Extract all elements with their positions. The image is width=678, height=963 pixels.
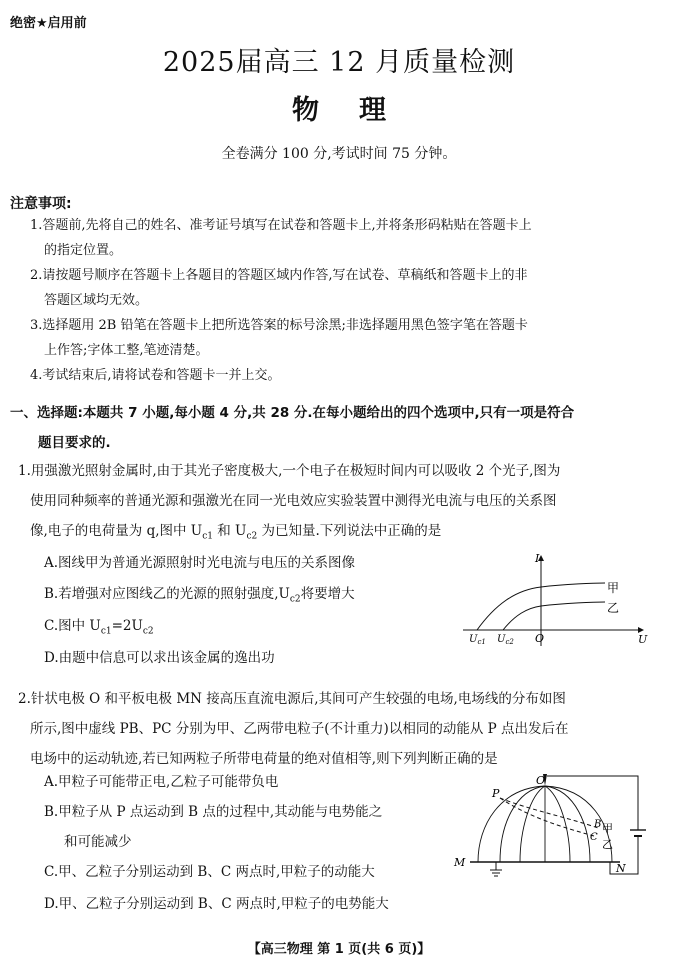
circuit-wire [547, 776, 638, 830]
stem-line: 2.针状电极 O 和平板电极 MN 接高压直流电源后,其间可产生较强的电场,电场线的分布如图 [18, 691, 566, 707]
notice-line: 答题区域均无效。 [44, 293, 149, 308]
secret-label: 绝密★启用前 [10, 16, 87, 31]
label-o: O [536, 774, 546, 787]
notice-line: 2.请按题号顺序在答题卡上各题目的答题区域内作答,写在试卷、草稿纸和答题卡上的非 [30, 268, 528, 283]
q2-option-b: B.甲粒子从 P 点运动到 B 点的过程中,其动能与电势能之 [44, 804, 383, 820]
stem-line: 使用同种频率的普通光源和强激光在同一光电效应实验装置中测得光电流与电压的关系图 [30, 493, 557, 509]
stem-line: 所示,图中虚线 PB、PC 分别为甲、乙两带电粒子(不计重力)以相同的动能从 P 点出发后在 [30, 721, 569, 737]
q2-option-c: C.甲、乙粒子分别运动到 B、C 两点时,甲粒子的动能大 [44, 864, 375, 880]
q2-option-b-cont: 和可能减少 [64, 834, 132, 850]
question-1-stem [18, 456, 658, 552]
curve-yi [503, 602, 605, 630]
uc1-label: $U_{c1}$ [469, 634, 486, 646]
stem-line: 电场中的运动轨迹,若已知两粒子所带电荷量的绝对值相等,则下列判断正确的是 [30, 751, 498, 767]
label-jia: 甲 [602, 822, 613, 835]
notice-line: 4.考试结束后,请将试卷和答题卡一并上交。 [30, 368, 281, 383]
notice-heading: 注意事项: [10, 196, 72, 212]
section-line: 题目要求的. [38, 435, 111, 451]
label-c: C [590, 832, 598, 843]
origin-label: O [535, 632, 545, 645]
q1-iv-graph [455, 550, 655, 650]
i-axis-label: I [535, 552, 540, 565]
q1-option-d: D.由题中信息可以求出该金属的逸出功 [44, 650, 275, 666]
exam-title: 2025届高三 12 月质量检测 [162, 47, 516, 78]
section-line: 一、选择题:本题共 7 小题,每小题 4 分,共 28 分.在每小题给出的四个选项中,只有一项是符合 [10, 405, 575, 421]
uc2-label: $U_{c2}$ [497, 634, 514, 646]
label-m: M [454, 856, 466, 869]
page-footer: 【高三物理 第 1 页(共 6 页)】 [247, 942, 431, 957]
notice-line: 3.选择题用 2B 铅笔在答题卡上把所选答案的标号涂黑;非选择题用黑色签字笔在答题卡 [30, 318, 528, 333]
stem-line: 像,电子的电荷量为 q,图中 $U_{c1}$ 和 $U_{c2}$ 为已知量.下列说法中正确的是 [30, 523, 442, 542]
u-axis-label: U [638, 633, 648, 646]
q1-option-a: A.图线甲为普通光源照射时光电流与电压的关系图像 [44, 555, 356, 571]
trajectory-pb [500, 798, 598, 828]
label-n: N [616, 862, 626, 875]
stem-line: 1.用强激光照射金属时,由于其光子密度极大,一个电子在极短时间内可以吸收 2 个光子,图为 [18, 463, 561, 479]
notice-list [30, 213, 650, 388]
score-time-note: 全卷满分 100 分,考试时间 75 分钟。 [221, 146, 457, 162]
q1-option-c: C.图中 $U_{c1}=2U_{c2}$ [44, 618, 154, 637]
trajectory-pc [500, 798, 594, 836]
jia-label: 甲 [607, 581, 620, 595]
notice-line: 1.答题前,先将自己的姓名、准考证号填写在试卷和答题卡上,并将条形码粘贴在答题卡上 [30, 218, 532, 233]
notice-line: 的指定位置。 [44, 243, 123, 258]
subject-title: 物理 [292, 95, 426, 126]
label-p: P [492, 787, 500, 800]
q1-option-b: B.若增强对应图线乙的光源的照射强度$,U_{c2}$将要增大 [44, 586, 355, 605]
yi-label: 乙 [607, 601, 620, 615]
q2-field-diagram [450, 770, 658, 882]
q2-option-a: A.甲粒子可能带正电,乙粒子可能带负电 [44, 774, 279, 790]
label-yi: 乙 [602, 838, 613, 851]
question-2-stem [18, 684, 658, 774]
label-b: B [594, 819, 602, 830]
section-one-header [10, 398, 660, 458]
q2-option-d: D.甲、乙粒子分别运动到 B、C 两点时,甲粒子的电势能大 [44, 896, 389, 912]
notice-line: 上作答;字体工整,笔迹清楚。 [44, 343, 209, 358]
